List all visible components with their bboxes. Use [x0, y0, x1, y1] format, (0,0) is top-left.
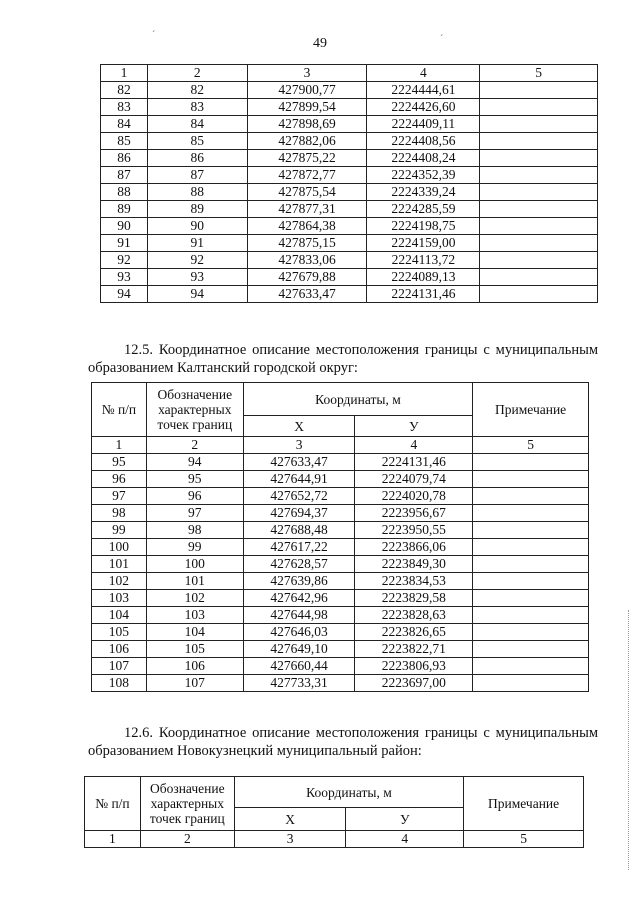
- table-cell: 105: [146, 641, 243, 658]
- table-cell: 94: [146, 454, 243, 471]
- table-cell: 102: [92, 573, 147, 590]
- table-cell: 2224426,60: [367, 99, 480, 116]
- table-cell: [480, 99, 598, 116]
- table-cell: 427872,77: [247, 167, 367, 184]
- table-cell: 427898,69: [247, 116, 367, 133]
- table-cell: 2224198,75: [367, 218, 480, 235]
- table-row: [92, 573, 589, 590]
- table-row: [92, 454, 589, 471]
- table-cell: 97: [146, 505, 243, 522]
- coordinates-table-novokuznetsk: [84, 776, 584, 848]
- column-number: 1: [92, 437, 147, 454]
- table-cell: 95: [146, 471, 243, 488]
- table-row: [92, 675, 589, 692]
- table-cell: [480, 133, 598, 150]
- table-cell: 84: [101, 116, 148, 133]
- table-cell: [480, 252, 598, 269]
- table-row: [101, 218, 598, 235]
- table-cell: 2224352,39: [367, 167, 480, 184]
- table-cell: [473, 590, 589, 607]
- column-number: 5: [464, 831, 584, 848]
- table-cell: 87: [101, 167, 148, 184]
- table-row: [101, 167, 598, 184]
- header-note: Примечание: [473, 383, 589, 437]
- table-cell: 91: [101, 235, 148, 252]
- column-number: 4: [346, 831, 464, 848]
- table-cell: 88: [147, 184, 247, 201]
- section-text: Координатное описание местоположения границы с муниципальным образованием Новокузнецкий муниципальный район:: [88, 725, 598, 759]
- table-row: [92, 471, 589, 488]
- table-cell: 91: [147, 235, 247, 252]
- table-cell: 82: [101, 82, 148, 99]
- table-row: [101, 269, 598, 286]
- table-cell: [473, 607, 589, 624]
- table-cell: 86: [101, 150, 148, 167]
- column-number: 5: [480, 65, 598, 82]
- table-row: [92, 539, 589, 556]
- table-cell: 427644,91: [243, 471, 355, 488]
- table-cell: 2223950,55: [355, 522, 473, 539]
- table-cell: 2224339,24: [367, 184, 480, 201]
- table-cell: 427864,38: [247, 218, 367, 235]
- header-x: X: [243, 416, 355, 437]
- table-cell: 2224020,78: [355, 488, 473, 505]
- table-cell: 100: [92, 539, 147, 556]
- section-number: 12.5.: [124, 342, 153, 358]
- table-row: [101, 150, 598, 167]
- header-note: Примечание: [464, 777, 584, 831]
- coordinates-table-continued: [100, 64, 598, 303]
- table-cell: 85: [101, 133, 148, 150]
- table-cell: [480, 286, 598, 303]
- table-cell: [473, 624, 589, 641]
- table-cell: 107: [92, 658, 147, 675]
- table-cell: 92: [101, 252, 148, 269]
- header-coords: Координаты, м: [234, 777, 463, 808]
- header-coords: Координаты, м: [243, 383, 472, 416]
- section-number: 12.6.: [124, 725, 153, 741]
- table-cell: [480, 167, 598, 184]
- table-cell: 89: [147, 201, 247, 218]
- table-cell: 427642,96: [243, 590, 355, 607]
- column-number: 3: [247, 65, 367, 82]
- table-cell: 89: [101, 201, 148, 218]
- table-cell: 97: [92, 488, 147, 505]
- table-cell: 90: [101, 218, 148, 235]
- table-cell: 2224113,72: [367, 252, 480, 269]
- table-cell: 106: [92, 641, 147, 658]
- table-row: [92, 556, 589, 573]
- table-cell: 2224408,56: [367, 133, 480, 150]
- header-y: У: [355, 416, 473, 437]
- header-no: № п/п: [92, 383, 147, 437]
- table-cell: 2223829,58: [355, 590, 473, 607]
- table-cell: 98: [92, 505, 147, 522]
- table-row: [101, 235, 598, 252]
- table-cell: 427875,22: [247, 150, 367, 167]
- column-number: 3: [243, 437, 355, 454]
- table-cell: 90: [147, 218, 247, 235]
- table-row: [101, 252, 598, 269]
- header-no: № п/п: [85, 777, 141, 831]
- table-cell: 427694,37: [243, 505, 355, 522]
- header-x: X: [234, 808, 346, 831]
- table-cell: 107: [146, 675, 243, 692]
- table-cell: 2224131,46: [355, 454, 473, 471]
- table-row: [101, 116, 598, 133]
- table-cell: 2224079,74: [355, 471, 473, 488]
- table-cell: [480, 184, 598, 201]
- table-cell: 92: [147, 252, 247, 269]
- column-number: 1: [101, 65, 148, 82]
- column-number: 2: [147, 65, 247, 82]
- scan-mark-right: ´: [440, 34, 444, 45]
- scan-edge-line: [628, 610, 630, 870]
- table-cell: [473, 573, 589, 590]
- table-row: [92, 607, 589, 624]
- table-cell: 2224131,46: [367, 286, 480, 303]
- column-number: 1: [85, 831, 141, 848]
- table-cell: [473, 641, 589, 658]
- table-cell: [473, 675, 589, 692]
- table-cell: 427633,47: [247, 286, 367, 303]
- table-cell: 2224159,00: [367, 235, 480, 252]
- table-cell: 108: [92, 675, 147, 692]
- table-row: [101, 201, 598, 218]
- table-cell: 96: [146, 488, 243, 505]
- table-row: [92, 590, 589, 607]
- column-number: 5: [473, 437, 589, 454]
- table-cell: 427875,15: [247, 235, 367, 252]
- table-cell: 99: [92, 522, 147, 539]
- table-row: [101, 99, 598, 116]
- column-number: 3: [234, 831, 346, 848]
- table-row: [101, 82, 598, 99]
- column-number: 4: [355, 437, 473, 454]
- table-cell: 2223826,65: [355, 624, 473, 641]
- table-row: [92, 522, 589, 539]
- table-cell: 427679,88: [247, 269, 367, 286]
- table-cell: 427660,44: [243, 658, 355, 675]
- table-row: [101, 133, 598, 150]
- table-row: [101, 286, 598, 303]
- table-cell: 84: [147, 116, 247, 133]
- table-cell: 2223822,71: [355, 641, 473, 658]
- table-cell: 2224444,61: [367, 82, 480, 99]
- table-cell: 87: [147, 167, 247, 184]
- table-cell: 2224089,13: [367, 269, 480, 286]
- table-cell: 100: [146, 556, 243, 573]
- table-row: [92, 658, 589, 675]
- table-cell: 96: [92, 471, 147, 488]
- table-cell: 427882,06: [247, 133, 367, 150]
- table-cell: [473, 522, 589, 539]
- table-cell: 427646,03: [243, 624, 355, 641]
- section-12-6-paragraph: [88, 724, 598, 760]
- table-cell: 83: [101, 99, 148, 116]
- table-cell: 427639,86: [243, 573, 355, 590]
- table-cell: 104: [146, 624, 243, 641]
- table-cell: 85: [147, 133, 247, 150]
- table-cell: 2224408,24: [367, 150, 480, 167]
- table-cell: 2223828,63: [355, 607, 473, 624]
- table-cell: 106: [146, 658, 243, 675]
- section-12-5-paragraph: [88, 341, 598, 377]
- header-points: Обозначение характерных точек границ: [140, 777, 234, 831]
- table-cell: 2223956,67: [355, 505, 473, 522]
- table-cell: [480, 201, 598, 218]
- column-number: 2: [140, 831, 234, 848]
- table-cell: 2223697,00: [355, 675, 473, 692]
- table-cell: 427628,57: [243, 556, 355, 573]
- table-cell: 95: [92, 454, 147, 471]
- table-row: [92, 624, 589, 641]
- table-cell: 427900,77: [247, 82, 367, 99]
- table-cell: 427875,54: [247, 184, 367, 201]
- table-cell: 101: [92, 556, 147, 573]
- table-cell: 83: [147, 99, 247, 116]
- table-cell: [473, 471, 589, 488]
- table-cell: 102: [146, 590, 243, 607]
- table-cell: [480, 218, 598, 235]
- table-cell: [473, 454, 589, 471]
- table-cell: 94: [147, 286, 247, 303]
- page-number: 49: [313, 36, 327, 51]
- table-cell: [473, 488, 589, 505]
- table-cell: [473, 556, 589, 573]
- table-cell: 427688,48: [243, 522, 355, 539]
- table-cell: [480, 150, 598, 167]
- table-cell: 2223866,06: [355, 539, 473, 556]
- table-cell: 427899,54: [247, 99, 367, 116]
- table-cell: 88: [101, 184, 148, 201]
- table-cell: [480, 269, 598, 286]
- table-cell: 82: [147, 82, 247, 99]
- table-cell: 101: [146, 573, 243, 590]
- table-row: [92, 641, 589, 658]
- table-cell: [480, 235, 598, 252]
- table-cell: 2223834,53: [355, 573, 473, 590]
- scan-mark-left: ´: [152, 30, 156, 41]
- column-number: 2: [146, 437, 243, 454]
- table-cell: [473, 658, 589, 675]
- table-cell: [473, 539, 589, 556]
- table-cell: 104: [92, 607, 147, 624]
- header-points: Обозначение характерных точек границ: [146, 383, 243, 437]
- table-cell: [473, 505, 589, 522]
- table-cell: 93: [101, 269, 148, 286]
- table-cell: 427617,22: [243, 539, 355, 556]
- table-cell: 94: [101, 286, 148, 303]
- table-row: [92, 505, 589, 522]
- table-cell: 2224409,11: [367, 116, 480, 133]
- table-cell: 103: [92, 590, 147, 607]
- table-cell: 2223849,30: [355, 556, 473, 573]
- table-cell: 103: [146, 607, 243, 624]
- section-text: Координатное описание местоположения границы с муниципальным образованием Калтанский городской округ:: [88, 342, 598, 376]
- table-cell: 427833,06: [247, 252, 367, 269]
- table-cell: 427649,10: [243, 641, 355, 658]
- table-cell: 105: [92, 624, 147, 641]
- table-cell: 99: [146, 539, 243, 556]
- table-cell: 98: [146, 522, 243, 539]
- header-y: У: [346, 808, 464, 831]
- table-cell: [480, 82, 598, 99]
- table-number-row: [101, 65, 598, 82]
- table-cell: 427644,98: [243, 607, 355, 624]
- table-cell: 2224285,59: [367, 201, 480, 218]
- table-row: [92, 488, 589, 505]
- table-cell: [480, 116, 598, 133]
- table-cell: 93: [147, 269, 247, 286]
- table-cell: 2223806,93: [355, 658, 473, 675]
- table-cell: 427877,31: [247, 201, 367, 218]
- table-cell: 86: [147, 150, 247, 167]
- coordinates-table-kaltan: [91, 382, 589, 692]
- table-cell: 427733,31: [243, 675, 355, 692]
- table-row: [101, 184, 598, 201]
- column-number: 4: [367, 65, 480, 82]
- table-cell: 427652,72: [243, 488, 355, 505]
- table-cell: 427633,47: [243, 454, 355, 471]
